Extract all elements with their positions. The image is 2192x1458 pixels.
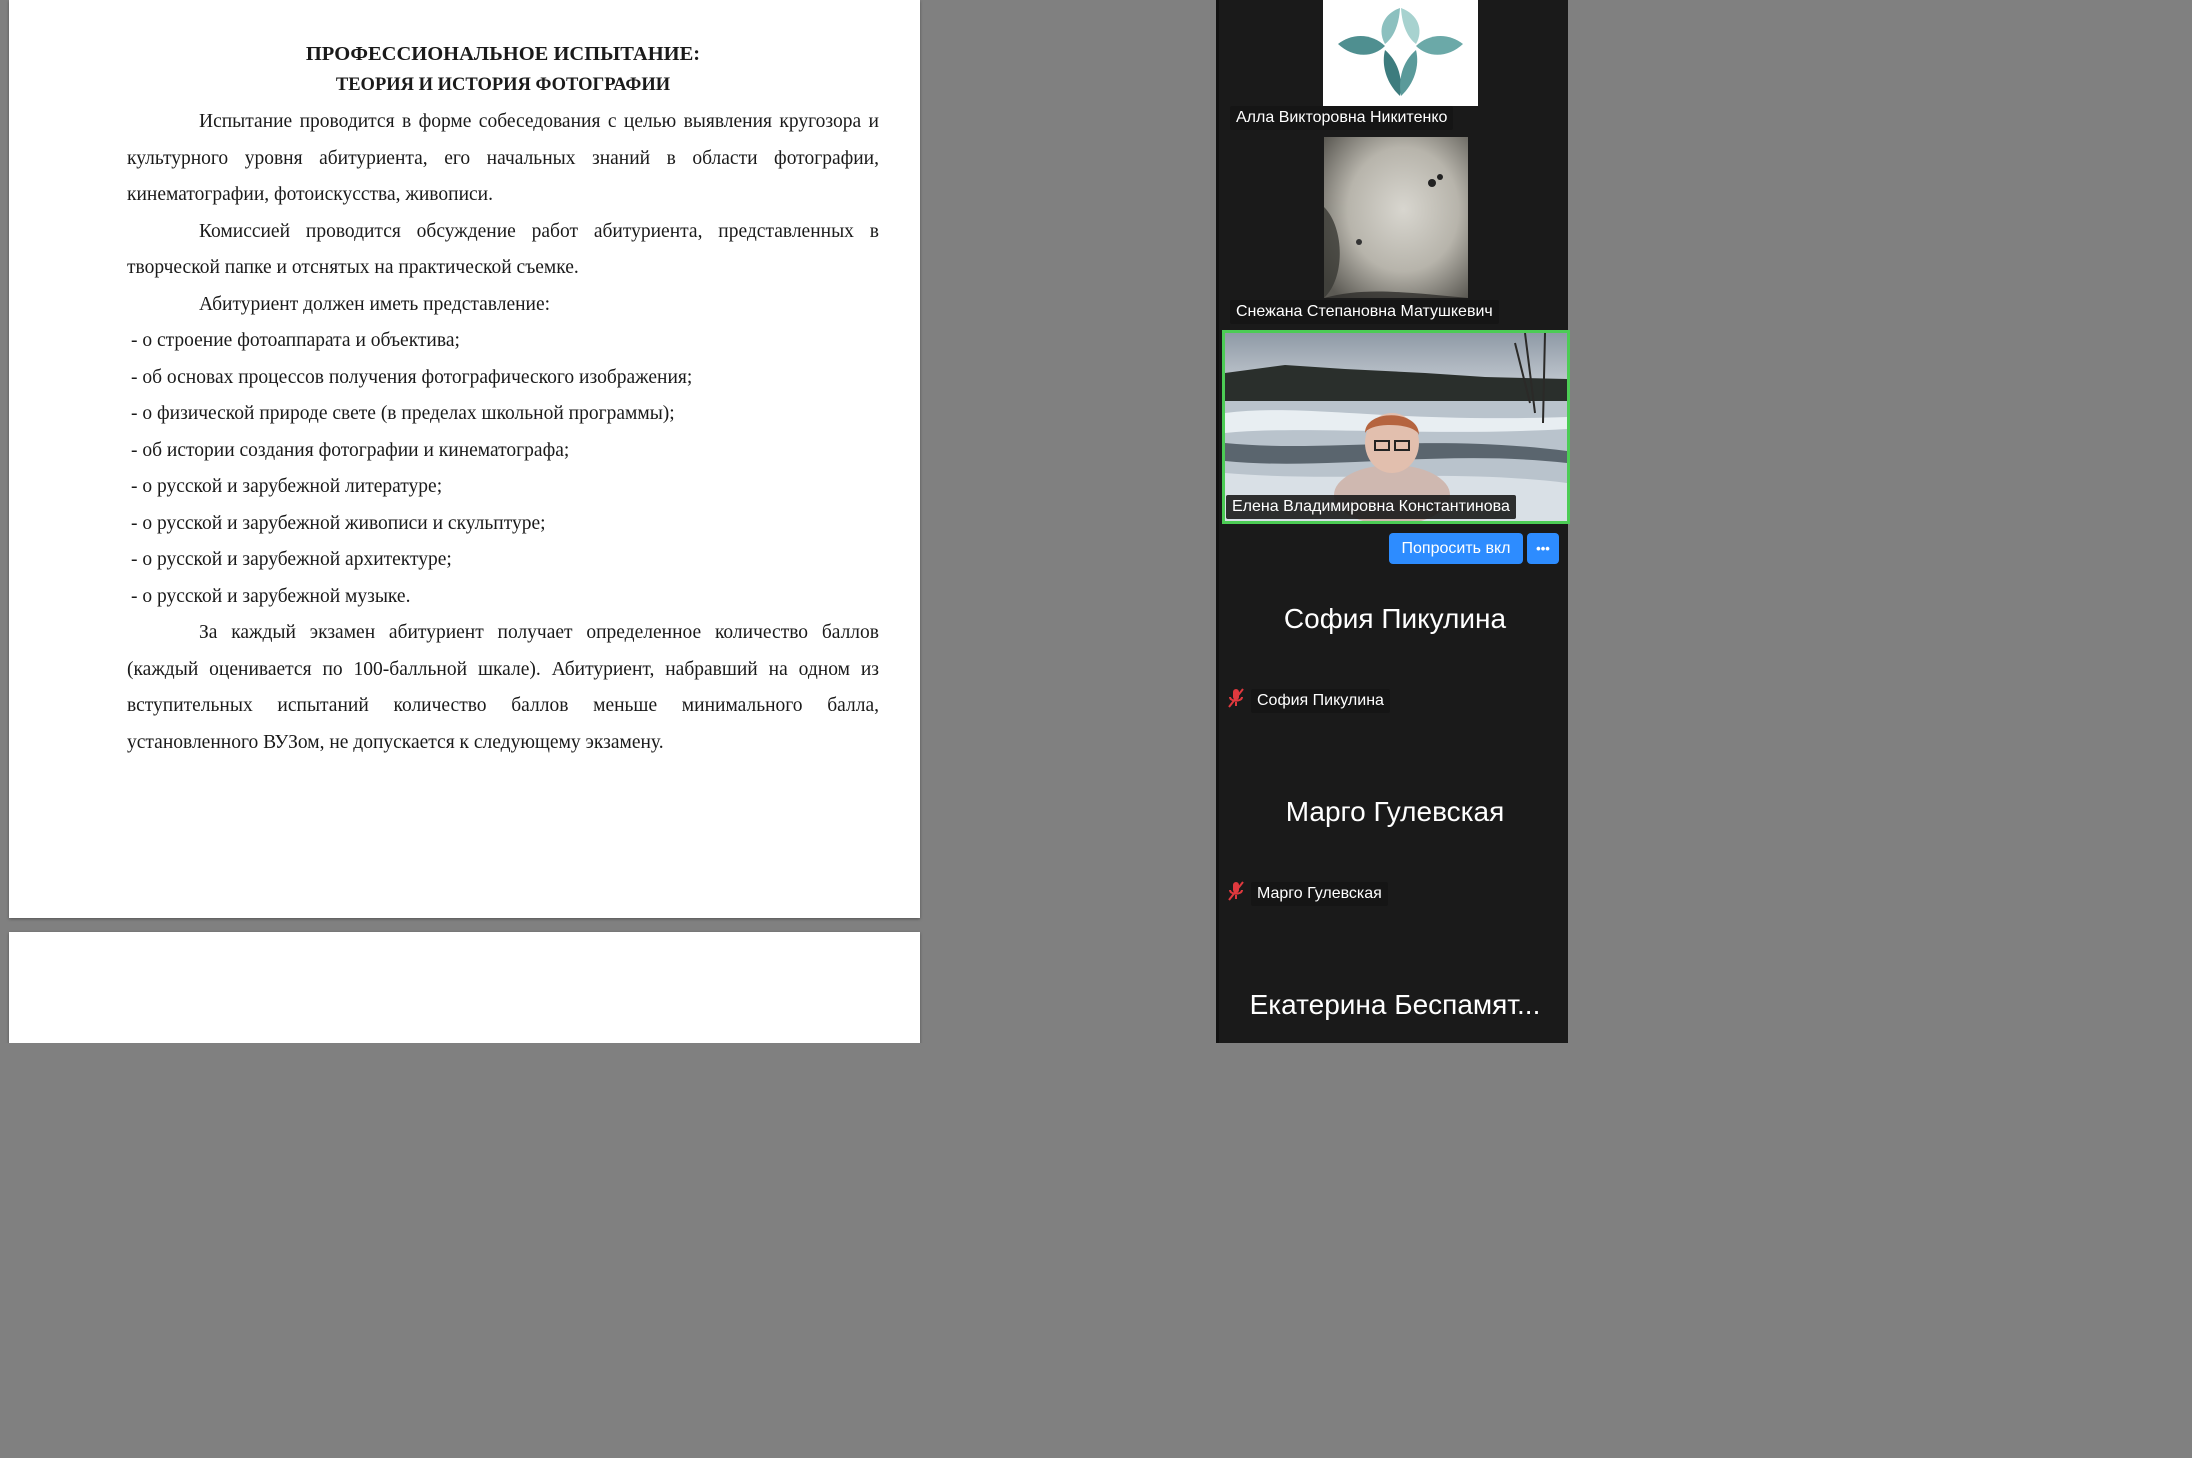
participants-panel[interactable]: [1216, 0, 1568, 1043]
list-item: - о русской и зарубежной музыке.: [131, 585, 411, 607]
document-content: [127, 38, 879, 761]
document-page-next: [9, 932, 920, 1043]
list-item: - об истории создания фотографии и кинематографа;: [131, 439, 570, 461]
organization-logo: [1323, 0, 1478, 106]
participant-display-name: София Пикулина: [1283, 603, 1507, 634]
participant-name: Елена Владимировна Константинова: [1226, 495, 1516, 519]
list-item: - о русской и зарубежной архитектуре;: [131, 549, 452, 570]
paragraph-scoring: За каждый экзамен абитуриент получает определенное количество баллов (каждый оценивается по 100-балльной шкале). Абитуриент, набравший на одном из вступительных испытаний количество баллов меньше минимального балла, установленного ВУЗом, не допускается к следующему экзамену.: [127, 622, 879, 753]
ask-to-start-video-button[interactable]: Попросить вкл: [1389, 533, 1523, 564]
muted-mic-icon: [1227, 687, 1245, 714]
list-item: - о русской и зарубежной живописи и скульптуре;: [131, 512, 546, 534]
active-speaker-tile[interactable]: [1222, 330, 1570, 524]
participant-name: Марго Гулевская: [1251, 882, 1388, 906]
shared-screen: [0, 0, 1216, 1043]
requirements-list: [127, 323, 879, 615]
muted-mic-icon: [1227, 880, 1245, 907]
document-page: [9, 0, 920, 918]
list-item: - о строение фотоаппарата и объектива;: [131, 330, 460, 351]
document-subtitle: ТЕОРИЯ И ИСТОРИЯ ФОТОГРАФИИ: [335, 75, 671, 95]
paragraph-commission: Комиссией проводится обсуждение работ абитуриента, представленных в творческой папке и отснятых на практической съемке.: [127, 220, 879, 278]
more-options-icon[interactable]: •••: [1527, 533, 1559, 564]
participant-video: [1225, 333, 1567, 521]
participant-tile[interactable]: [1227, 880, 1388, 907]
participant-tile[interactable]: [1224, 0, 1569, 134]
participant-name: София Пикулина: [1251, 689, 1390, 713]
list-item: - о русской и зарубежной литературе;: [131, 476, 443, 497]
list-item: - о физической природе свете (в пределах школьной программы);: [131, 403, 675, 424]
list-intro: Абитуриент должен иметь представление:: [199, 293, 551, 315]
participant-tile[interactable]: [1224, 137, 1569, 327]
participant-tile[interactable]: [1227, 687, 1390, 714]
document-title: ПРОФЕССИОНАЛЬНОЕ ИСПЫТАНИЕ:: [305, 43, 701, 65]
participant-display-name: Марго Гулевская: [1285, 796, 1505, 827]
list-item: - об основах процессов получения фотографического изображения;: [131, 366, 693, 388]
participant-name: Снежана Степановна Матушкевич: [1230, 300, 1499, 324]
participant-video: [1324, 137, 1468, 298]
participant-display-name: Екатерина Беспамят...: [1249, 989, 1541, 1020]
participant-name: Алла Викторовна Никитенко: [1230, 106, 1453, 130]
paragraph-intro: Испытание проводится в форме собеседования с целью выявления кругозора и культурного уровня абитуриента, его начальных знаний в области фотографии, кинематографии, фотоискусства, живописи.: [127, 111, 879, 205]
